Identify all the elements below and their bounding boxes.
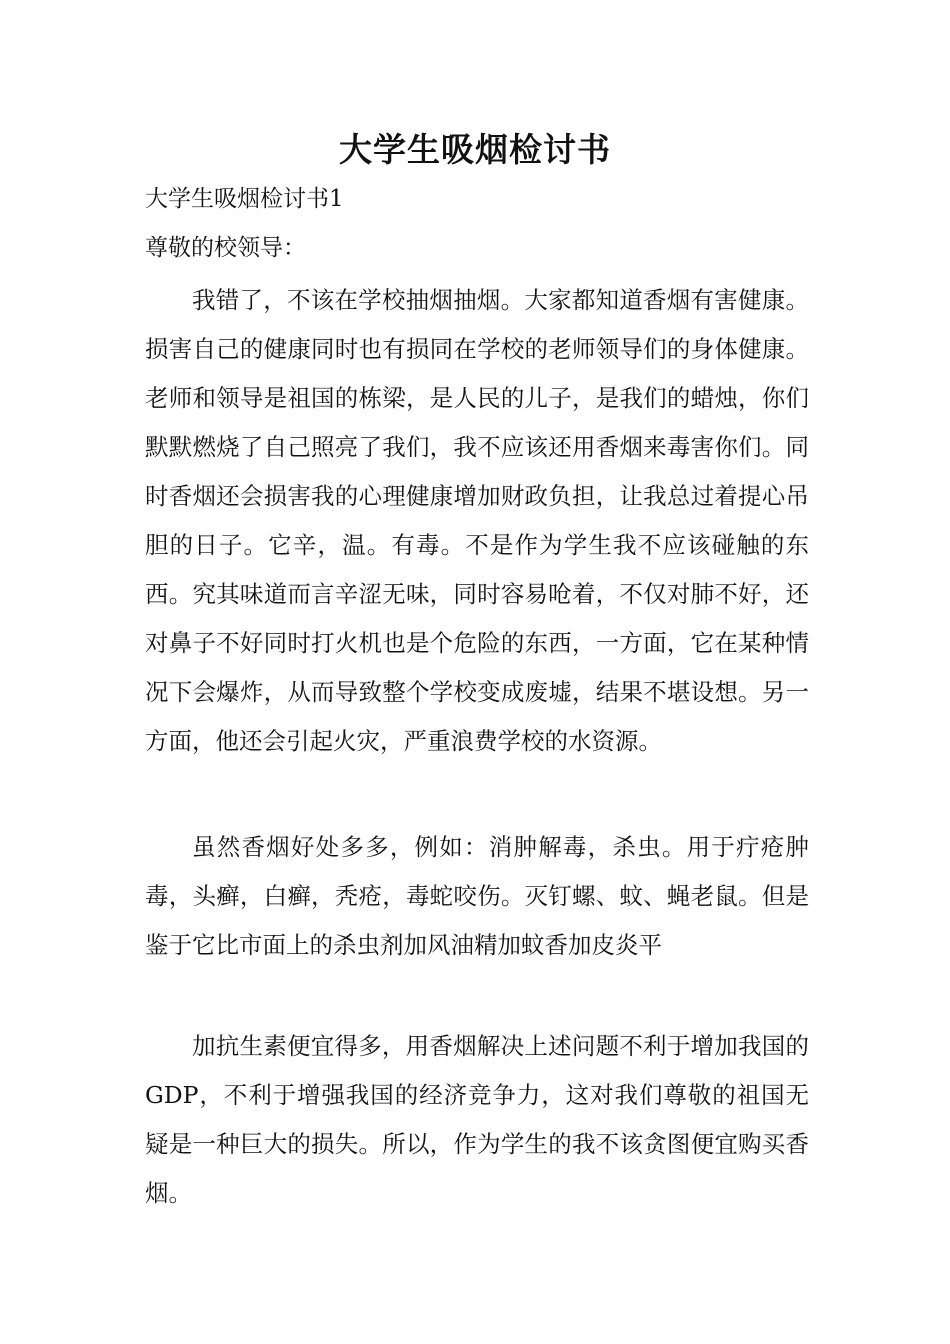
- document-title: 大学生吸烟检讨书: [339, 130, 611, 169]
- body-paragraph-2: 虽然香烟好处多多，例如：消肿解毒，杀虫。用于疔疮肿毒，头癣，白癣，秃疮，毒蛇咬伤。灭钉螺、蚊、蝇老鼠。但是鉴于它比市面上的杀虫剂加风油精加蚊香加皮炎平: [145, 833, 809, 959]
- body-paragraph-3: 加抗生素便宜得多，用香烟解决上述问题不利于增加我国的GDP，不利于增强我国的经济竞争力，这对我们尊敬的祖国无疑是一种巨大的损失。所以，作为学生的我不该贪图便宜购买香烟。: [145, 1032, 809, 1207]
- salutation: 尊敬的校领导：: [145, 235, 306, 261]
- body-paragraph-1: 我错了，不该在学校抽烟抽烟。大家都知道香烟有害健康。损害自己的健康同时也有损同在学校的老师领导们的身体健康。老师和领导是祖国的栋梁，是人民的儿子，是我们的蜡烛，你们默默燃烧了自己照亮了我们，我不应该还用香烟来毒害你们。同时香烟还会损害我的心理健康增加财政负担，让我总过着提心吊胆的日子。它辛，温。有毒。不是作为学生我不应该碰触的东西。究其味道而言辛涩无味，同时容易呛着，不仅对肺不好，还对鼻子不好同时打火机也是个危险的东西，一方面，它在某种情况下会爆炸，从而导致整个学校变成废墟，结果不堪设想。另一方面，他还会引起火灾，严重浪费学校的水资源。: [145, 286, 809, 755]
- document-subtitle: 大学生吸烟检讨书1: [145, 186, 344, 212]
